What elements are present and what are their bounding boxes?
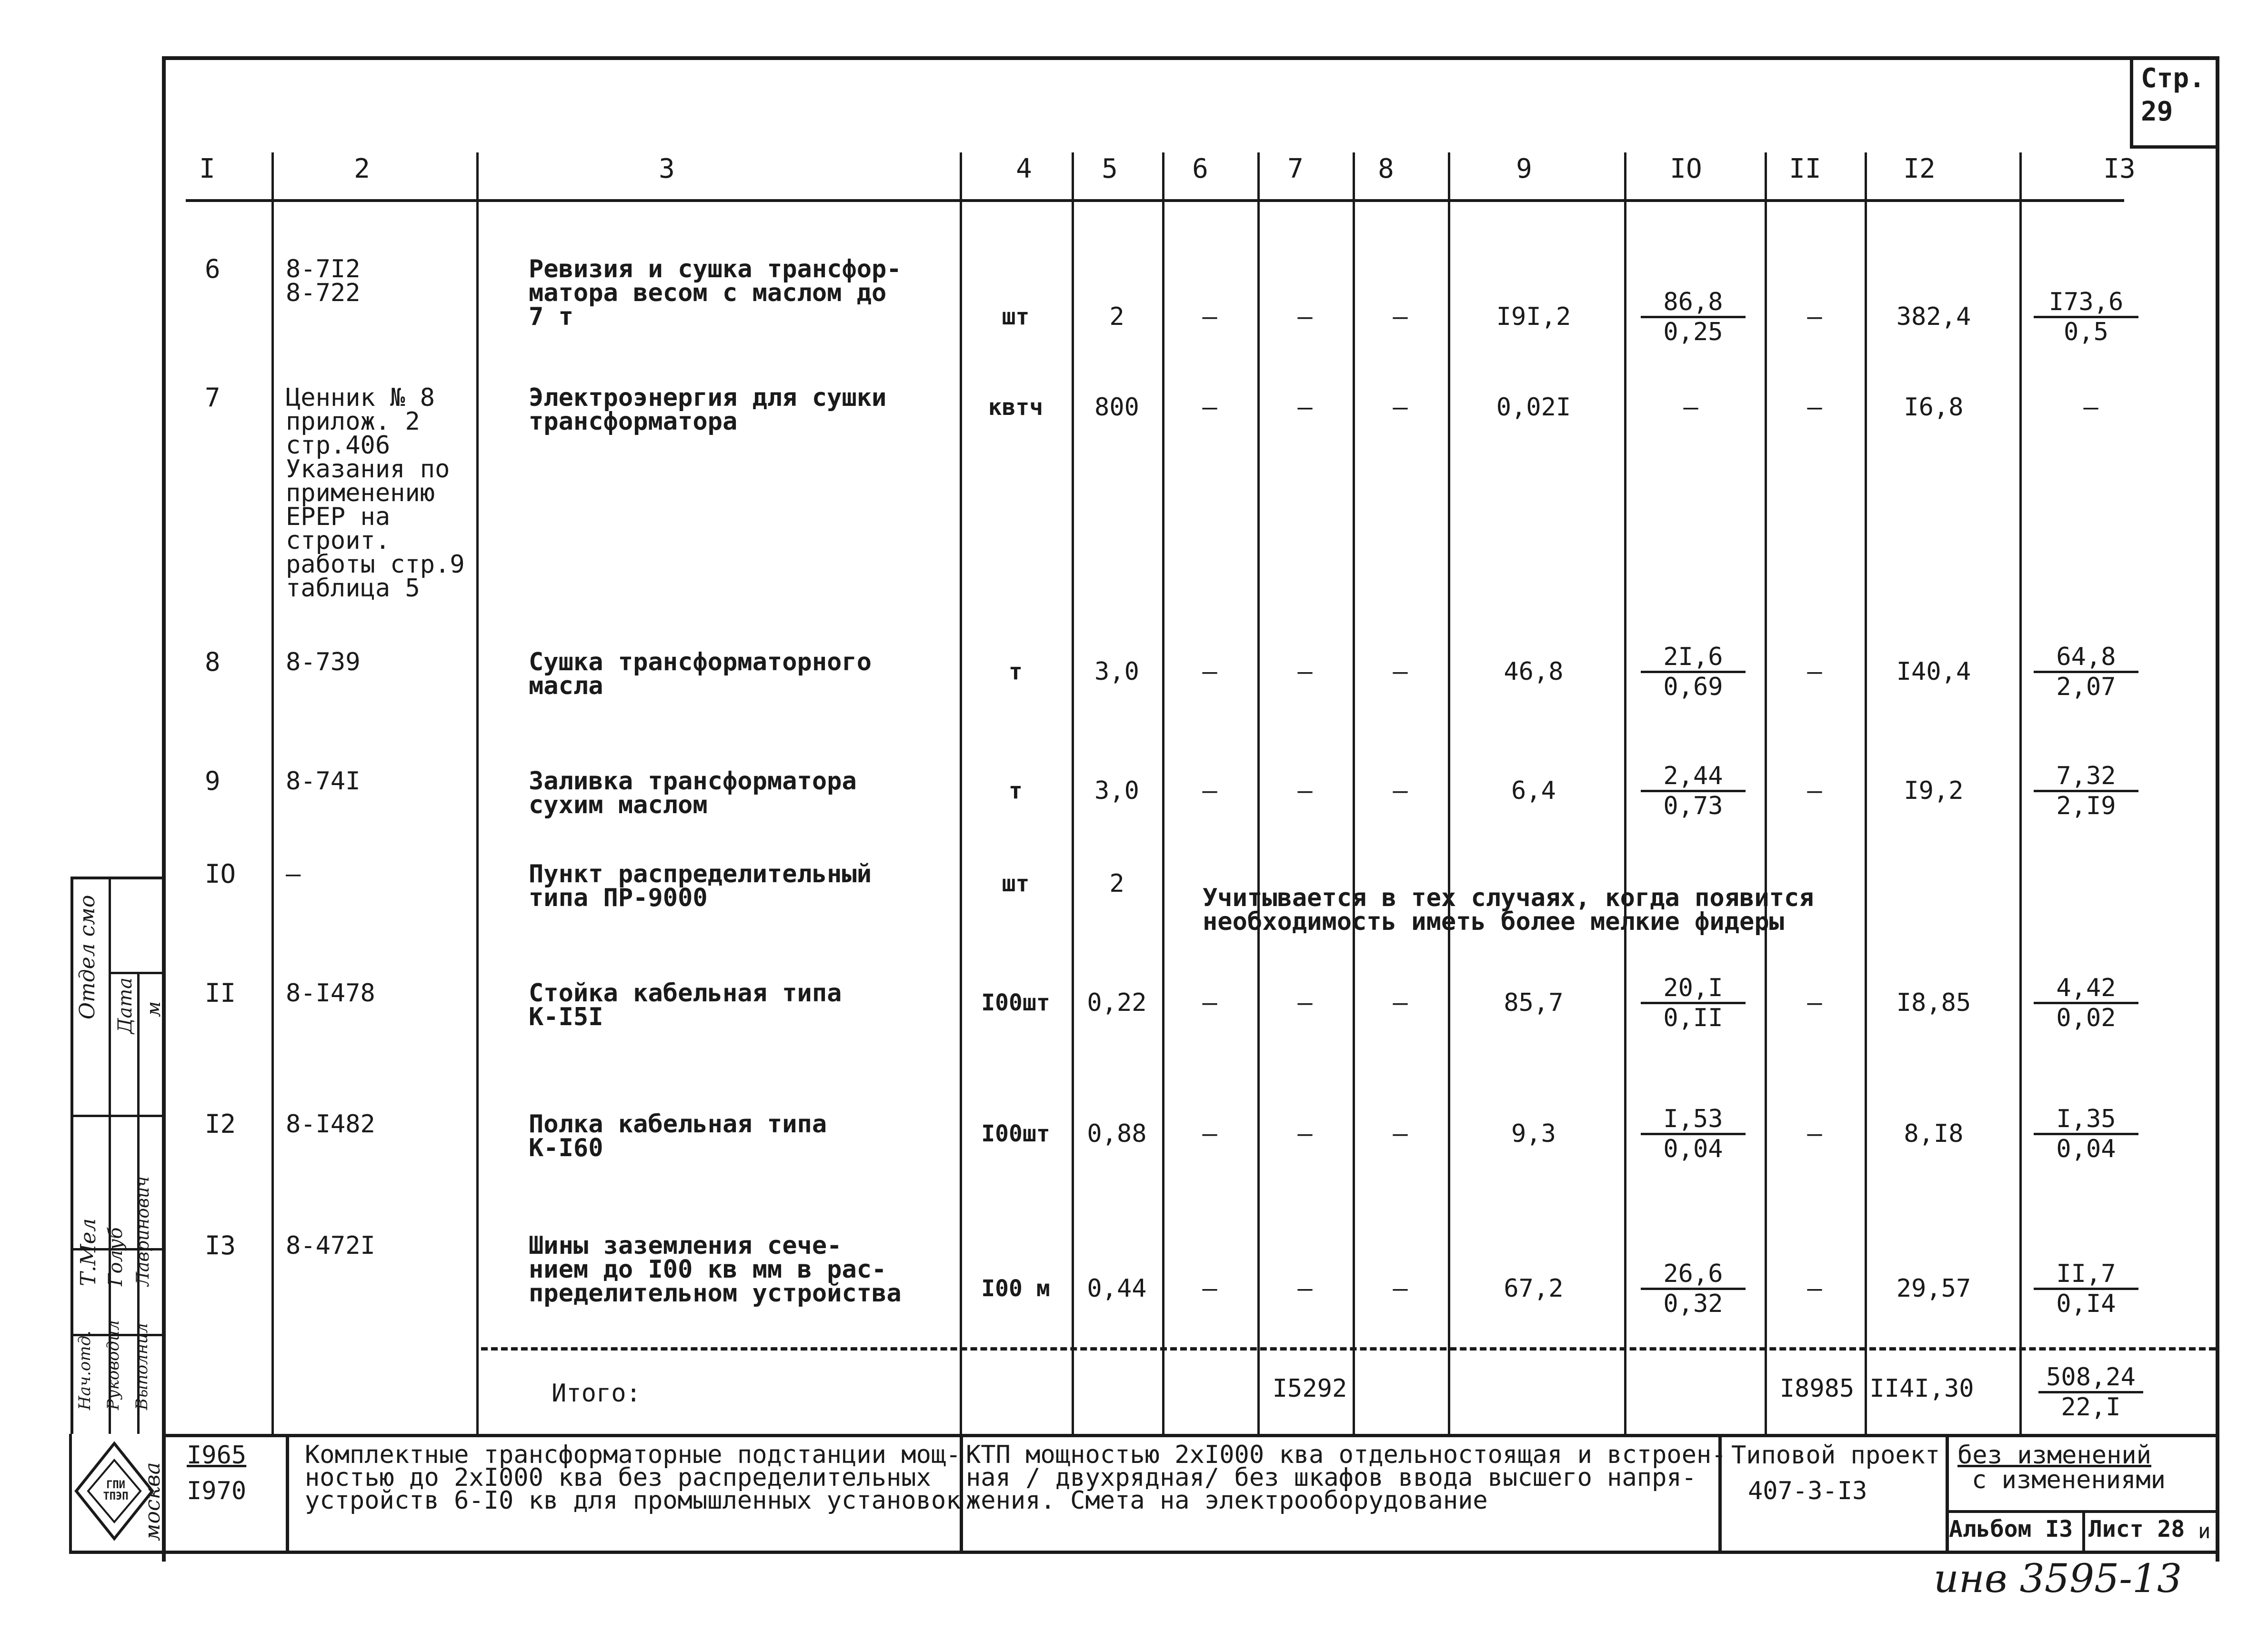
row-col6: – xyxy=(1202,657,1217,686)
row-code: 8-7I2 8-722 xyxy=(286,255,361,307)
row-col13-denominator: 0,5 xyxy=(2064,318,2108,346)
stamp-date-value: м xyxy=(143,1001,165,1017)
row-col10-numerator: 2I,6 xyxy=(1641,643,1746,673)
row-description: Шины заземления сече- нием до I00 кв мм в рас- пределительном устройства xyxy=(529,1231,902,1308)
project-label: Типовой проект xyxy=(1731,1441,1940,1470)
column-line-9 xyxy=(1624,152,1626,1434)
total-col7: I5292 xyxy=(1272,1374,1347,1403)
row-col7: – xyxy=(1297,1119,1313,1148)
row-col13-numerator: 64,8 xyxy=(2034,643,2138,673)
row-quantity: 2 xyxy=(1109,302,1124,331)
row-unit: квтч xyxy=(988,394,1044,421)
row-col12: I8,85 xyxy=(1896,988,1971,1017)
row-col10-denominator: 0,69 xyxy=(1663,673,1723,701)
row-note: Учитывается в тех случаях, когда появится необходимость иметь более мелкие фидеры xyxy=(1203,884,1814,936)
row-unit: I00 м xyxy=(981,1275,1050,1302)
sheet-suffix: и xyxy=(2198,1519,2211,1543)
column-number-6: 6 xyxy=(1192,153,1208,184)
row-col6: – xyxy=(1202,302,1217,331)
row-col8: – xyxy=(1393,1119,1408,1148)
row-number: I3 xyxy=(205,1230,236,1260)
row-col12: 8,I8 xyxy=(1904,1119,1964,1148)
frame-right-line xyxy=(2216,56,2219,1562)
stamp-signature-supervisor: Голуб xyxy=(105,1227,127,1286)
row-col10-denominator: 0,II xyxy=(1663,1004,1723,1032)
row-unit: шт xyxy=(1002,303,1030,330)
inventory-note: инв 3595-13 xyxy=(1934,1556,2182,1602)
total-col13-denominator: 22,I xyxy=(2061,1393,2121,1421)
row-col7: – xyxy=(1297,393,1313,422)
row-code: 8-739 xyxy=(286,648,361,676)
row-col6: – xyxy=(1202,393,1217,422)
row-col13 xyxy=(2034,1260,2138,1318)
row-col12: 382,4 xyxy=(1896,302,1971,331)
row-col12: 29,57 xyxy=(1896,1274,1971,1303)
row-col13-numerator: II,7 xyxy=(2034,1260,2138,1290)
row-code: 8-I482 xyxy=(286,1110,375,1139)
row-col13 xyxy=(2034,974,2138,1032)
row-col7: – xyxy=(1297,1274,1313,1303)
row-quantity: 3,0 xyxy=(1094,657,1139,686)
row-number: IO xyxy=(205,859,236,889)
row-code: – xyxy=(286,860,301,888)
row-unit: шт xyxy=(1002,870,1030,897)
row-description: Полка кабельная типа К-I60 xyxy=(529,1110,827,1162)
frame-bottom-line xyxy=(71,1551,2219,1554)
page-label: Стр. xyxy=(2141,63,2205,94)
stamp-signature-head: Т.Мел xyxy=(76,1218,100,1286)
row-code: 8-I478 xyxy=(286,979,375,1008)
sheet-label: Лист 28 xyxy=(2088,1516,2185,1542)
row-col13 xyxy=(2034,643,2138,701)
city-label: москва xyxy=(140,1462,165,1541)
row-col8: – xyxy=(1393,1274,1408,1303)
status-with-changes: с изменениями xyxy=(1972,1466,2166,1494)
column-number-7: 7 xyxy=(1287,153,1304,184)
row-col10-denominator: 0,32 xyxy=(1663,1290,1723,1318)
row-col13-denominator: 2,I9 xyxy=(2056,792,2116,820)
row-col8: – xyxy=(1393,302,1408,331)
column-number-8: 8 xyxy=(1378,153,1394,184)
row-col11: – xyxy=(1807,657,1822,686)
row-col11: – xyxy=(1807,776,1822,805)
object-name: Комплектные трансформаторные подстанции мощ- ностью до 2xI000 ква без распределительных устройств 6-I0 кв для промышленных установок xyxy=(305,1441,961,1515)
row-col13-numerator: I,35 xyxy=(2034,1105,2138,1135)
row-number: 9 xyxy=(205,766,221,796)
row-code: Ценник № 8 прилож. 2 стр.406 Указания по применению ЕРЕР на строит. работы стр.9 таблица 5 xyxy=(286,383,465,603)
total-col13 xyxy=(2038,1363,2143,1421)
row-col10-denominator: 0,04 xyxy=(1663,1135,1723,1163)
row-col10 xyxy=(1641,1105,1746,1163)
column-number-2: 2 xyxy=(354,153,370,184)
row-col6: – xyxy=(1202,1274,1217,1303)
row-col9: 85,7 xyxy=(1504,988,1564,1017)
row-quantity: 0,88 xyxy=(1087,1119,1147,1148)
row-col10 xyxy=(1641,1260,1746,1318)
row-col13-denominator: 0,02 xyxy=(2056,1004,2116,1032)
row-number: 7 xyxy=(205,383,221,413)
column-number-1: I xyxy=(199,153,215,184)
column-number-4: 4 xyxy=(1016,153,1032,184)
row-col11: – xyxy=(1807,988,1822,1017)
row-col13 xyxy=(2034,762,2138,820)
row-description: Электроэнергия для сушки трансформатора xyxy=(529,383,887,436)
row-col11: – xyxy=(1807,1274,1822,1303)
row-col11: – xyxy=(1807,393,1822,422)
stamp-role-supervisor: Руководил xyxy=(104,1320,123,1410)
row-col7: – xyxy=(1297,302,1313,331)
page-number: 29 xyxy=(2141,96,2173,127)
row-quantity: 3,0 xyxy=(1094,776,1139,805)
row-number: 6 xyxy=(205,254,221,284)
column-number-11: II xyxy=(1789,153,1821,184)
row-col6: – xyxy=(1202,1119,1217,1148)
row-col13-denominator: 0,04 xyxy=(2056,1135,2116,1163)
row-col13 xyxy=(2034,288,2138,346)
column-number-10: IO xyxy=(1670,153,1702,184)
row-number: 8 xyxy=(205,647,221,677)
row-col10 xyxy=(1641,974,1746,1032)
column-line-8 xyxy=(1448,152,1450,1434)
row-col10-numerator: 26,6 xyxy=(1641,1260,1746,1290)
row-col10-numerator: 20,I xyxy=(1641,974,1746,1004)
row-col9: I9I,2 xyxy=(1496,302,1571,331)
row-description: Сушка трансформаторного масла xyxy=(529,648,872,700)
row-col9: 0,02I xyxy=(1496,393,1571,422)
row-col10-numerator: I,53 xyxy=(1641,1105,1746,1135)
row-col13-numerator: 4,42 xyxy=(2034,974,2138,1004)
column-number-3: 3 xyxy=(659,153,675,184)
stamp-signature-executor: Лавринович xyxy=(133,1176,153,1286)
total-col13-numerator: 508,24 xyxy=(2038,1363,2143,1393)
total-col12: II4I,30 xyxy=(1869,1374,1974,1403)
row-unit: т xyxy=(1009,658,1023,685)
column-line-12 xyxy=(2019,152,2022,1434)
row-col12: I9,2 xyxy=(1904,776,1964,805)
row-number: I2 xyxy=(205,1109,236,1139)
stamp-role-head: Нач.отд. xyxy=(75,1331,94,1410)
total-dashed-rule xyxy=(481,1347,2216,1351)
row-col9: 67,2 xyxy=(1504,1274,1564,1303)
year-bottom: I970 xyxy=(187,1477,247,1505)
sheet-description: КТП мощностью 2xI000 ква отдельностоящая и встроен- ная / двухрядная/ без шкафов ввода высшего напря- жения. Смета на электрооборудование xyxy=(966,1441,1726,1515)
album-label: Альбом I3 xyxy=(1949,1516,2073,1542)
row-col13 xyxy=(2034,1105,2138,1163)
row-description: Стойка кабельная типа К-I5I xyxy=(529,979,842,1031)
row-description: Заливка трансформатора сухим маслом xyxy=(529,767,857,819)
row-code: 8-74I xyxy=(286,767,361,796)
year-top: I965 xyxy=(187,1441,247,1470)
row-quantity: 0,22 xyxy=(1087,988,1147,1017)
row-unit: I00шт xyxy=(981,1120,1050,1147)
row-col8: – xyxy=(1393,988,1408,1017)
row-col7: – xyxy=(1297,988,1313,1017)
row-description: Ревизия и сушка трансфор- матора весом с маслом до 7 т xyxy=(529,255,902,331)
row-col12: I40,4 xyxy=(1896,657,1971,686)
column-number-5: 5 xyxy=(1102,153,1118,184)
column-number-12: I2 xyxy=(1903,153,1936,184)
row-col6: – xyxy=(1202,988,1217,1017)
row-col10-denominator: 0,73 xyxy=(1663,792,1723,820)
row-col10-numerator: 2,44 xyxy=(1641,762,1746,792)
row-quantity: 0,44 xyxy=(1087,1274,1147,1303)
row-col9: 6,4 xyxy=(1511,776,1556,805)
column-line-1 xyxy=(271,152,274,1434)
row-col10-denominator: 0,25 xyxy=(1663,318,1723,346)
row-quantity: 2 xyxy=(1109,869,1124,898)
row-number: II xyxy=(205,978,236,1008)
stamp-role-executor: Выполнил xyxy=(132,1323,151,1410)
row-col9: 9,3 xyxy=(1511,1119,1556,1148)
row-col10 xyxy=(1641,288,1746,346)
project-number: 407-3-I3 xyxy=(1748,1477,1867,1505)
row-col10 xyxy=(1641,643,1746,701)
row-quantity: 800 xyxy=(1094,393,1139,422)
row-col13-denominator: 2,07 xyxy=(2056,673,2116,701)
stamp-department: Отдел смо xyxy=(75,895,100,1019)
frame-top-line xyxy=(162,56,2219,60)
column-line-11 xyxy=(1865,152,1867,1434)
row-col8: – xyxy=(1393,393,1408,422)
status-no-changes: без изменений xyxy=(1957,1441,2151,1470)
row-col13: – xyxy=(2083,393,2098,422)
row-col13-denominator: 0,I4 xyxy=(2056,1290,2116,1318)
row-col7: – xyxy=(1297,657,1313,686)
row-col10-numerator: 86,8 xyxy=(1641,288,1746,318)
row-unit: т xyxy=(1009,777,1023,804)
logo-lettering: ГПИ ТПЭП xyxy=(103,1479,129,1502)
row-col11: – xyxy=(1807,1119,1822,1148)
column-number-9: 9 xyxy=(1516,153,1532,184)
row-col13-numerator: I73,6 xyxy=(2034,288,2138,318)
row-col8: – xyxy=(1393,776,1408,805)
row-col10 xyxy=(1641,762,1746,820)
row-col12: I6,8 xyxy=(1904,393,1964,422)
row-col11: – xyxy=(1807,302,1822,331)
total-col11: I8985 xyxy=(1779,1374,1855,1403)
row-unit: I00шт xyxy=(981,989,1050,1016)
row-code: 8-472I xyxy=(286,1231,375,1260)
row-col6: – xyxy=(1202,776,1217,805)
row-col10: – xyxy=(1683,393,1698,422)
column-number-13: I3 xyxy=(2103,153,2136,184)
stamp-date-label: Дата xyxy=(114,977,136,1034)
row-col8: – xyxy=(1393,657,1408,686)
row-col7: – xyxy=(1297,776,1313,805)
row-col9: 46,8 xyxy=(1504,657,1564,686)
row-description: Пункт распределительный типа ПР-9000 xyxy=(529,860,872,912)
row-col13-numerator: 7,32 xyxy=(2034,762,2138,792)
total-label: Итого: xyxy=(552,1379,641,1408)
column-line-2 xyxy=(476,152,479,1434)
